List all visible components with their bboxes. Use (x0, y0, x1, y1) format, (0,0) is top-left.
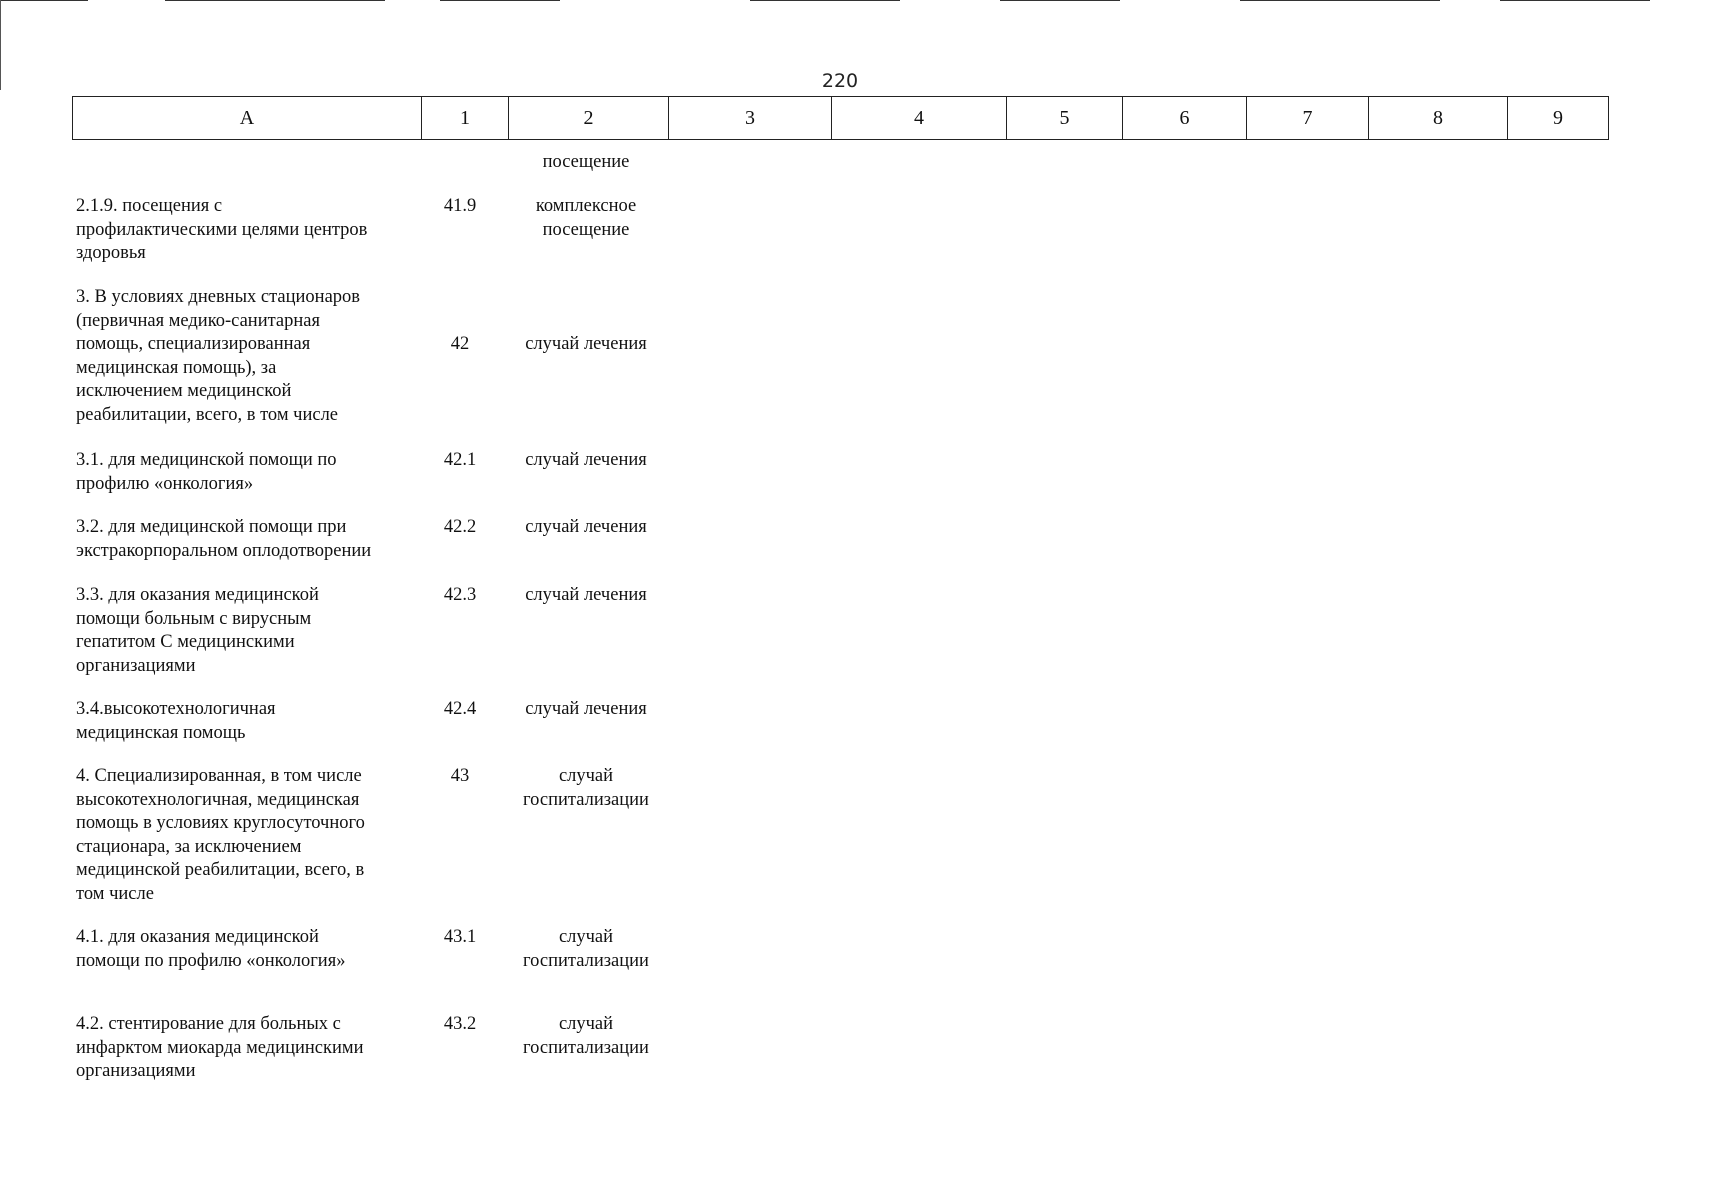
scan-artifact-line (750, 0, 900, 1)
scan-artifact-edge (0, 0, 1, 90)
row-description: 3. В условиях дневных стационаров (первичная медико-санитарная помощь, специализированная медицинская помощь), за исключением медицинской реабилитации, всего, в том числе (76, 287, 361, 425)
scan-artifact-line (1000, 0, 1120, 1)
row-unit: случай госпитализации (523, 927, 649, 971)
header-cell-a: A (73, 97, 422, 140)
scan-artifact-line (0, 0, 88, 1)
row-code: 42.3 (443, 585, 477, 605)
header-cell-6: 6 (1123, 97, 1247, 140)
scan-artifact-line (440, 0, 560, 1)
header-cell-1: 1 (422, 97, 509, 140)
row-code: 43.2 (443, 1014, 477, 1034)
scan-artifact-line (165, 0, 385, 1)
page-number: 220 (821, 70, 859, 92)
header-cell-7: 7 (1247, 97, 1369, 140)
row-code: 42.4 (443, 699, 477, 719)
scan-artifact-line (1240, 0, 1440, 1)
row-code: 42 (450, 334, 470, 354)
row-description: 4.2. стентирование для больных с инфарктом миокарда медицинскими организациями (76, 1014, 364, 1081)
row-unit: случай госпитализации (523, 766, 649, 810)
row-description: 3.4.высокотехнологичная медицинская помощь (76, 699, 276, 743)
row-description: 3.1. для медицинской помощи по профилю «онкология» (76, 450, 337, 494)
row-unit: случай лечения (525, 334, 647, 354)
row-code: 43 (450, 766, 470, 786)
column-header-table (72, 96, 1609, 140)
row-unit: случай лечения (525, 699, 647, 719)
row-unit: посещение (542, 152, 630, 172)
row-unit: комплексное посещение (535, 196, 637, 240)
scan-artifact-line (1500, 0, 1650, 1)
row-unit: случай госпитализации (523, 1014, 649, 1058)
row-unit: случай лечения (525, 585, 647, 605)
row-code: 42.1 (443, 450, 477, 470)
row-code: 42.2 (443, 517, 477, 537)
header-cell-2: 2 (509, 97, 669, 140)
header-cell-9: 9 (1508, 97, 1609, 140)
header-cell-4: 4 (832, 97, 1007, 140)
row-description: 4.1. для оказания медицинской помощи по профилю «онкология» (76, 927, 346, 971)
row-description: 3.3. для оказания медицинской помощи больным с вирусным гепатитом С медицинскими организациями (76, 585, 319, 676)
header-cell-3: 3 (669, 97, 832, 140)
row-description: 2.1.9. посещения с профилактическими целями центров здоровья (76, 196, 368, 263)
header-cell-8: 8 (1369, 97, 1508, 140)
header-cell-5: 5 (1007, 97, 1123, 140)
row-unit: случай лечения (525, 450, 647, 470)
row-description: 3.2. для медицинской помощи при экстракорпоральном оплодотворении (76, 517, 372, 561)
row-unit: случай лечения (525, 517, 647, 537)
row-description: 4. Специализированная, в том числе высокотехнологичная, медицинская помощь в условиях круглосуточного стационара, за исключением медицинской реабилитации, всего, в том числе (76, 766, 365, 904)
row-code: 43.1 (443, 927, 477, 947)
row-code: 41.9 (443, 196, 477, 216)
